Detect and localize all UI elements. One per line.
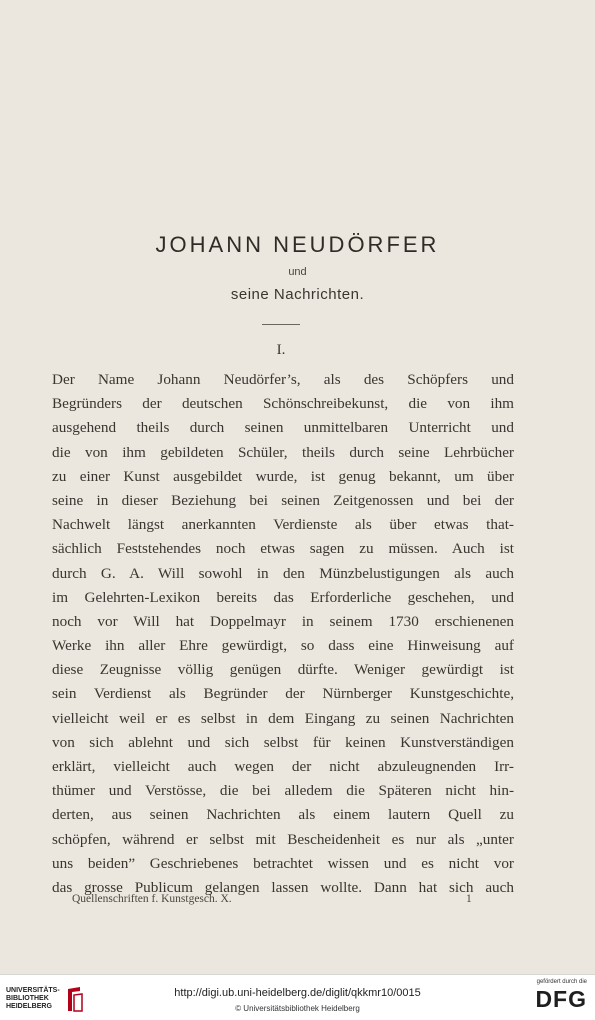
text-line: Begründers der deutschen Schönschreibekunst, die von ihm xyxy=(52,395,514,413)
text-line: vielleicht weil er es selbst in dem Eingang zu seinen Nachrichten xyxy=(52,709,514,727)
text-line: von sich ablehnt und sich selbst für keinen Kunstverständigen xyxy=(52,733,514,751)
page-subtitle: seine Nachrichten. xyxy=(230,286,365,303)
page-title: JOHANN NEUDÖRFER xyxy=(155,232,440,257)
text-line: sein Verdienst als Begründer der Nürnberger Kunstgeschichte, xyxy=(52,685,514,703)
permalink-url[interactable]: http://digi.ub.uni-heidelberg.de/diglit/qkkmr10/0015 xyxy=(174,987,421,999)
text-line: ausgehend theils durch seinen unmittelbaren Unterricht und xyxy=(52,419,514,437)
text-line: Nachwelt längst anerkannten Verdienste als über etwas that- xyxy=(52,516,514,534)
text-line: das grosse Publicum gelangen lassen wollte. Dann hat sich auch xyxy=(52,878,514,896)
text-line: die von ihm gebildeten Schüler, theils durch seine Lehrbücher xyxy=(52,443,514,461)
text-line: schöpfen, während er selbst mit Bescheidenheit es nur als „unter xyxy=(52,830,514,848)
dfg-logo-text: DFG xyxy=(535,986,587,1012)
text-line: noch vor Will hat Doppelmayr in seinem 1730 erschienenen xyxy=(52,612,514,630)
library-name: UNIVERSITÄTS- BIBLIOTHEK HEIDELBERG xyxy=(6,987,60,1010)
title-divider xyxy=(262,324,300,325)
text-line: im Gelehrten-Lexikon bereits das Erforderliche geschehen, und xyxy=(52,588,514,606)
text-line: uns beiden” Geschriebenes betrachtet wissen und es nicht vor xyxy=(52,854,514,872)
body-text xyxy=(52,368,514,900)
text-line: zu einer Kunst ausgebildet wurde, ist genug bekannt, um über xyxy=(52,467,514,485)
text-line: diese Zeugnisse völlig genügen dürfte. Weniger gewürdigt ist xyxy=(52,661,514,679)
page-footer-source: Quellenschriften f. Kunstgesch. X. xyxy=(72,893,232,905)
section-number: I. xyxy=(276,342,286,358)
text-line: derten, aus seinen Nachrichten als einem lautern Quell zu xyxy=(52,806,514,824)
text-line: Werke ihn aller Ehre gewürdigt, so dass eine Hinweisung auf xyxy=(52,637,514,655)
viewer-footer-bar xyxy=(0,974,595,1020)
page-footer-signature: 1 xyxy=(466,893,472,905)
text-line: durch G. A. Will sowohl in den Münzbelustigungen als auch xyxy=(52,564,514,582)
text-line: erklärt, vielleicht auch wegen der nicht abzuleugnenden Irr- xyxy=(52,758,514,775)
text-line: Der Name Johann Neudörfer’s, als des Schöpfers und xyxy=(52,371,514,388)
text-line: sächlich Feststehendes noch etwas sagen zu müssen. Auch ist xyxy=(52,540,514,558)
funding-caption: gefördert durch die xyxy=(536,979,587,985)
text-line: seine in dieser Beziehung bei seinen Zeitgenossen und bei der xyxy=(52,491,514,509)
text-line: thümer und Verstösse, die bei alledem die Späteren nicht hin- xyxy=(52,782,514,800)
dfg-funding-logo[interactable] xyxy=(525,979,587,1017)
title-conjunction: und xyxy=(288,266,307,278)
copyright-notice: © Universitätsbibliothek Heidelberg xyxy=(235,1004,360,1013)
